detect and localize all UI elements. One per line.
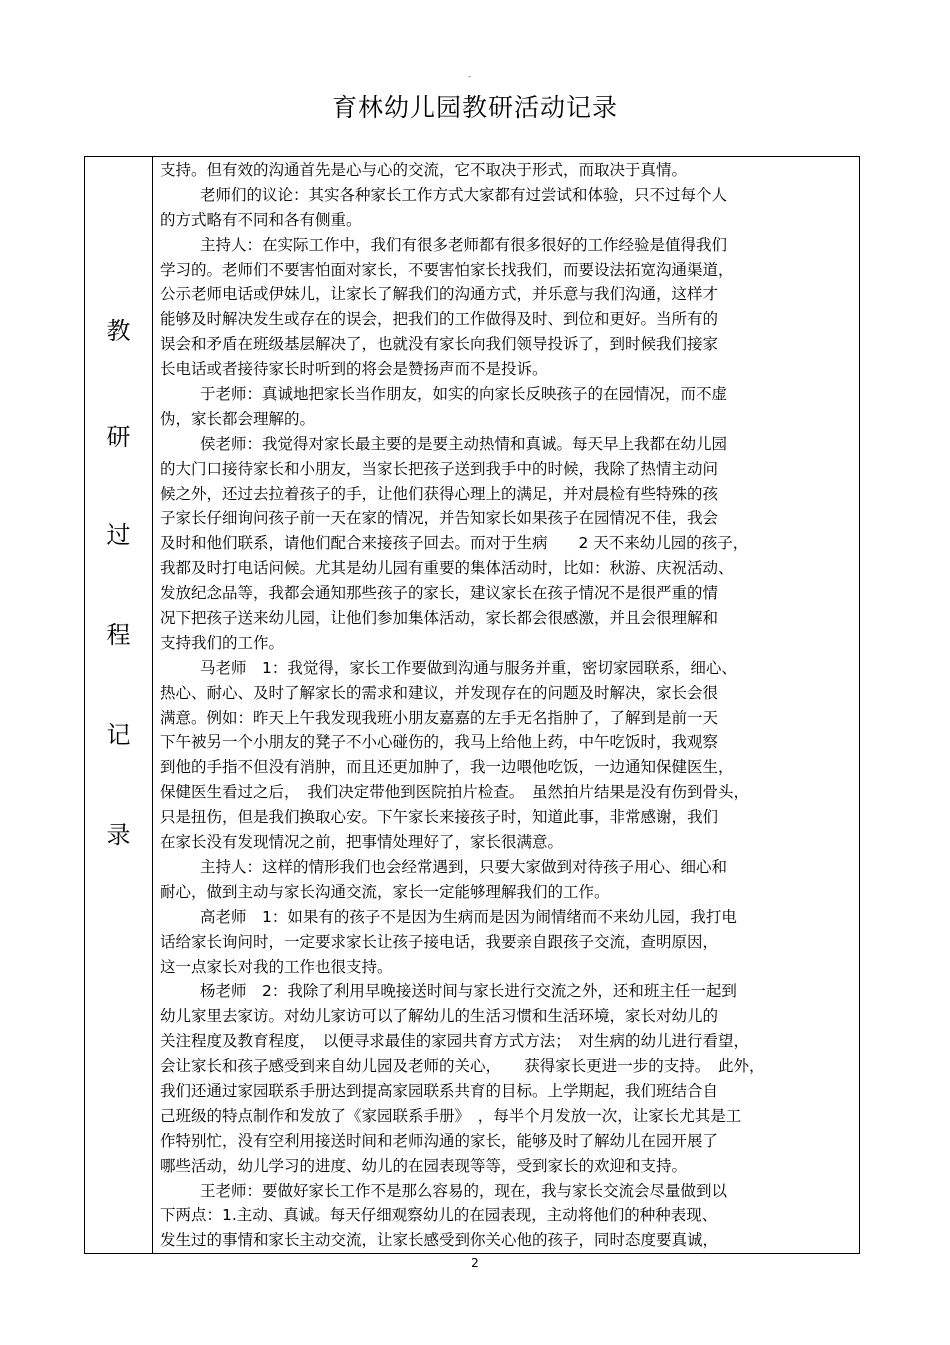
- text-line: 在家长没有发现情况之前，把事情处理好了，家长很满意。: [160, 833, 564, 852]
- text-line: 学习的。老师们不要害怕面对家长，不要害怕家长找我们，而要设法拓宽沟通渠道，: [160, 260, 734, 279]
- text-line: 满意。例如：昨天上午我发现我班小朋友嘉嘉的左手无名指肿了，了解到是前一天: [160, 708, 719, 727]
- text-line: 老师们的议论：其实各种家长工作方式大家都有过尝试和体验，只不过每个人: [200, 185, 728, 204]
- text-line: 候之外，还过去拉着孩子的手，让他们获得心理上的满足，并对晨检有些特殊的孩: [160, 484, 719, 503]
- section-label-char: 研: [106, 423, 131, 451]
- text-line: 主持人：这样的情形我们也会经常遇到，只要大家做到对待孩子用心、细心和: [200, 857, 728, 876]
- text-line: 作特别忙，没有空利用接送时间和老师沟通的家长，能够及时了解幼儿在园开展了: [160, 1131, 719, 1150]
- text-line: 能够及时解决发生或存在的误会，把我们的工作做得及时、到位和更好。当所有的: [160, 310, 719, 329]
- text-line: 长电话或者接待家长时听到的将会是赞扬声而不是投诉。: [160, 360, 548, 379]
- text-line: 马老师 1：我觉得，家长工作要做到沟通与服务并重，密切家园联系，细心、: [200, 658, 737, 677]
- section-label-char: 教: [106, 317, 131, 345]
- text-line: 况下把孩子送来幼儿园，让他们参加集体活动，家长都会很感激，并且会很理解和: [160, 609, 719, 628]
- record-table: [84, 156, 860, 1254]
- text-line: 发放纪念品等，我都会通知那些孩子的家长，建议家长在孩子情况不是很严重的情: [160, 584, 719, 603]
- text-line: 话给家长询问时，一定要求家长让孩子接电话，我要亲自跟孩子交流，查明原因，: [160, 932, 719, 951]
- text-line: 幼儿家里去家访。对幼儿家访可以了解幼儿的生活习惯和生活环境，家长对幼儿的: [160, 1007, 719, 1026]
- text-line: 保健医生看过之后， 我们决定带他到医院拍片检查。 虽然拍片结果是没有伤到骨头，: [160, 783, 750, 802]
- text-line: 公示老师电话或伊妹儿，让家长了解我们的沟通方式，并乐意与我们沟通，这样才: [160, 285, 719, 304]
- text-line: 关注程度及教育程度， 以便寻求最佳的家园共育方式方法； 对生病的幼儿进行看望，: [160, 1032, 750, 1051]
- text-line: 我都及时打电话问候。尤其是幼儿园有重要的集体活动时，比如：秋游、庆祝活动、: [160, 559, 734, 578]
- text-line: 王老师：要做好家长工作不是那么容易的，现在，我与家长交流会尽量做到以: [200, 1181, 728, 1200]
- section-label-char: 记: [106, 721, 131, 749]
- text-line: 高老师 1：如果有的孩子不是因为生病而是因为闹情绪而不来幼儿园，我打电: [200, 907, 737, 926]
- text-line: 支持我们的工作。: [160, 633, 285, 652]
- text-line: 于老师：真诚地把家长当作朋友，如实的向家长反映孩子的在园情况，而不虚: [200, 385, 728, 404]
- text-line: 发生过的事情和家长主动交流，让家长感受到你关心他的孩子，同时态度要真诚，: [160, 1231, 719, 1250]
- document-title: 育林幼儿园教研活动记录: [331, 93, 618, 122]
- text-line: 伪，家长都会理解的。: [160, 409, 316, 428]
- page-number: 2: [471, 1256, 479, 1270]
- text-line: 到他的手指不但没有消肿，而且还更加肿了，我一边喂他吃饭，一边通知保健医生，: [160, 758, 734, 777]
- text-line: 只是扭伤，但是我们换取心安。下午家长来接孩子时，知道此事，非常感谢，我们: [160, 808, 719, 827]
- section-label-column: [85, 157, 153, 1253]
- text-line: 误会和矛盾在班级基层解决了，也就没有家长向我们领导投诉了，到时候我们接家: [160, 335, 719, 354]
- text-line: 的大门口接待家长和小朋友，当家长把孩子送到我手中的时候，我除了热情主动问: [160, 459, 719, 478]
- section-label-char: 过: [106, 521, 131, 549]
- text-line: 热心、耐心、及时了解家长的需求和建议，并发现存在的问题及时解决，家长会很: [160, 683, 719, 702]
- text-line: 支持。但有效的沟通首先是心与心的交流，它不取决于形式，而取决于真情。: [160, 161, 688, 179]
- text-line: 下午被另一个小朋友的凳子不小心碰伤的，我马上给他上药，中午吃饭时，我观察: [160, 733, 719, 752]
- record-content: [160, 158, 856, 1253]
- text-line: 耐心，做到主动与家长沟通交流，家长一定能够理解我们的工作。: [160, 882, 610, 901]
- text-line: 的方式略有不同和各有侧重。: [160, 210, 362, 229]
- text-line: 会让家长和孩子感受到来自幼儿园及老师的关心， 获得家长更进一步的支持。 此外，: [160, 1057, 765, 1076]
- text-line: 我们还通过家园联系手册达到提高家园联系共育的目标。上学期起，我们班结合自: [160, 1081, 719, 1100]
- top-mark: -: [468, 72, 471, 81]
- text-line: 及时和他们联系，请他们配合来接孩子回去。而对于生病 2 天不来幼儿园的孩子，: [160, 534, 749, 553]
- text-line: 这一点家长对我的工作也很支持。: [160, 957, 393, 976]
- text-line: 子家长仔细询问孩子前一天在家的情况，并告知家长如果孩子在园情况不佳，我会: [160, 509, 719, 528]
- section-label-char: 程: [106, 621, 131, 649]
- text-line: 哪些活动，幼儿学习的进度、幼儿的在园表现等等，受到家长的欢迎和支持。: [160, 1156, 688, 1175]
- text-line: 主持人：在实际工作中，我们有很多老师都有很多很好的工作经验是值得我们: [200, 235, 728, 254]
- text-line: 己班级的特点制作和发放了《家园联系手册》 ，每半个月发放一次，让家长尤其是工: [160, 1106, 742, 1125]
- text-line: 下两点：1.主动、真诚。每天仔细观察幼儿的在园表现，主动将他们的种种表现、: [160, 1206, 718, 1225]
- text-line: 侯老师：我觉得对家长最主要的是要主动热情和真诚。每天早上我都在幼儿园: [200, 434, 728, 453]
- text-line: 杨老师 2：我除了利用早晚接送时间与家长进行交流之外，还和班主任一起到: [200, 982, 737, 1001]
- section-label-char: 录: [106, 821, 131, 849]
